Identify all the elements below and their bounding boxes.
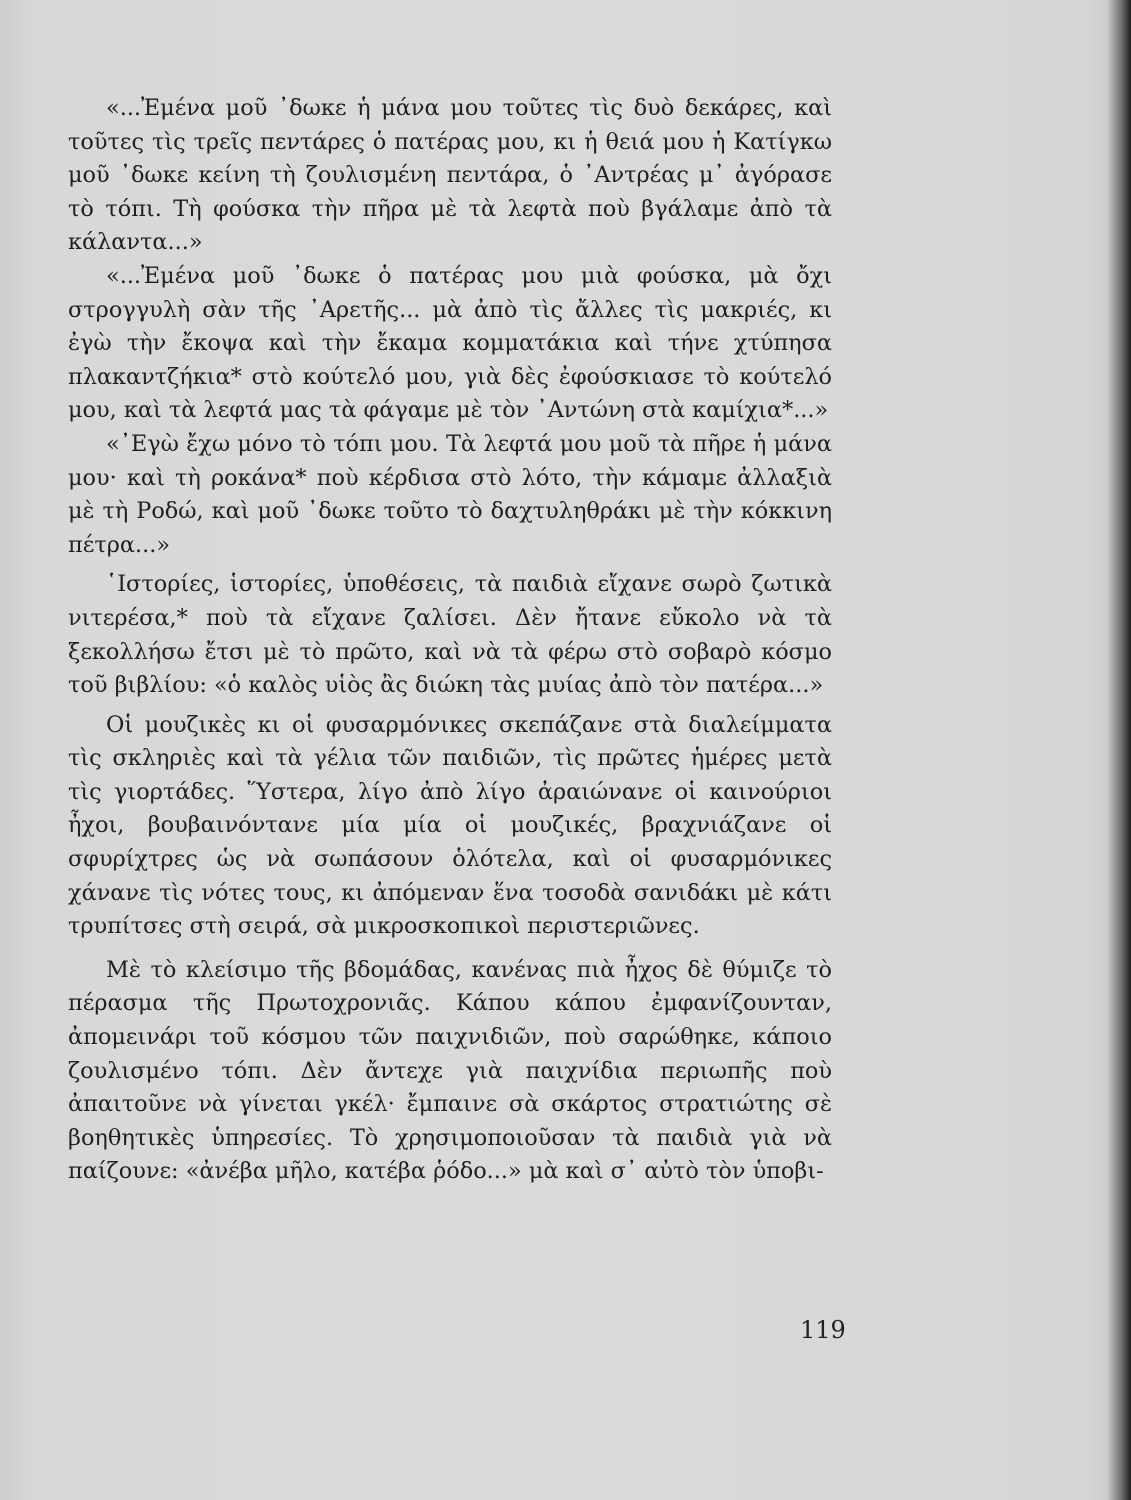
paragraph-3: «᾿Εγὼ ἔχω μόνο τὸ τόπι μου. Τὰ λεφτά μου μοῦ τὰ πῆρε ἡ μάνα μου· καὶ τὴ ροκάνα* ποὺ κέρδισα στὸ λότο, τὴν κάμαμε ἀλλαξιὰ μὲ τὴ Ροδώ, καὶ μοῦ ᾿δωκε τοῦτο τὸ δαχτυληθράκι μὲ τὴν κόκκινη πέτρα...» [68,430,832,558]
paragraph-4: ῾Ιστορίες, ἱστορίες, ὑποθέσεις, τὰ παιδιὰ εἴχανε σωρὸ ζωτικὰ νιτερέσα,* ποὺ τὰ εἴχανε ζαλίσει. Δὲν ἤτανε εὔκολο νὰ τὰ ξεκολλήσω ἔτσι μὲ τὸ πρῶτο, καὶ νὰ τὰ φέρω στὸ σοβαρὸ κόσμο τοῦ βιβλίου: «ὁ καλὸς υἱὸς ἂς διώκη τὰς μυίας ἀπὸ τὸν πατέρα...» [68,571,832,699]
body-text [68,92,832,1189]
paragraph-5: Οἱ μουζικὲς κι οἱ φυσαρμόνικες σκεπάζανε στὰ διαλείμματα τὶς σκληριὲς καὶ τὰ γέλια τῶν παιδιῶν, τὶς πρῶτες ἡμέρες μετὰ τὶς γιορτάδες. Ὕστερα, λίγο ἀπὸ λίγο ἀραιώνανε οἱ καινούριοι ἦχοι, βουβαινόντανε μία μία οἱ μουζικές, βραχνιάζανε οἱ σφυρίχτρες ὡς νὰ σωπάσουν ὁλότελα, καὶ οἱ φυσαρμόνικες χάνανε τὶς νότες τους, κι ἀπόμεναν ἕνα τοσοδὰ σανιδάκι μὲ κάτι τρυπίτσες στὴ σειρά, σὰ μικροσκοπικοὶ περιστεριῶνες. [68,711,832,940]
paragraph-1: «...Ἐμένα μοῦ ᾿δωκε ἡ μάνα μου τοῦτες τὶς δυὸ δεκάρες, καὶ τοῦτες τὶς τρεῖς πεντάρες ὁ πατέρας μου, κι ἡ θειά μου ἡ Κατίγκω μοῦ ᾿δωκε κείνη τὴ ζουλισμένη πεντάρα, ὁ ᾿Αντρέας μ᾿ ἀγόρασε τὸ τόπι. Τὴ φούσκα τὴν πῆρα μὲ τὰ λεφτὰ ποὺ βγάλαμε ἀπὸ τὰ κάλαντα...» [68,95,832,256]
page-number: 119 [800,1316,846,1344]
paragraph-6: Μὲ τὸ κλείσιμο τῆς βδομάδας, κανένας πιὰ ἦχος δὲ θύμιζε τὸ πέρασμα τῆς Πρωτοχρονιᾶς. Κάπου κάπου ἐμφανίζουνταν, ἀπομεινάρι τοῦ κόσμου τῶν παιχνιδιῶν, ποὺ σαρώθηκε, κάποιο ζουλισμένο τόπι. Δὲν ἄντεχε γιὰ παιχνίδια περιωπῆς ποὺ ἀπαιτοῦνε νὰ γίνεται γκέλ· ἔμπαινε σὰ σκάρτος στρατιώτης σὲ βοηθητικὲς ὑπηρεσίες. Τὸ χρησιμοποιοῦσαν τὰ παιδιὰ γιὰ νὰ παίζουνε: «ἀνέβα μῆλο, κατέβα ῥόδο...» μὰ καὶ σ᾿ αὐτὸ τὸν ὑποβι- [68,956,832,1185]
paragraph-2: «...Ἐμένα μοῦ ᾿δωκε ὁ πατέρας μου μιὰ φούσκα, μὰ ὄχι στρογγυλὴ σὰν τῆς ᾿Αρετῆς... μὰ ἀπὸ τὶς ἄλλες τὶς μακριές, κι ἐγὼ τὴν ἔκοψα καὶ τὴν ἔκαμα κομματάκια καὶ τήνε χτύπησα πλακαντζήκια* στὸ κούτελό μου, γιὰ δὲς ἐφούσκιασε τὸ κούτελό μου, καὶ τὰ λεφτά μας τὰ φάγαμε μὲ τὸν ᾿Αντώνη στὰ καμίχια*...» [68,262,832,424]
page-edge-shadow [1107,0,1131,1500]
